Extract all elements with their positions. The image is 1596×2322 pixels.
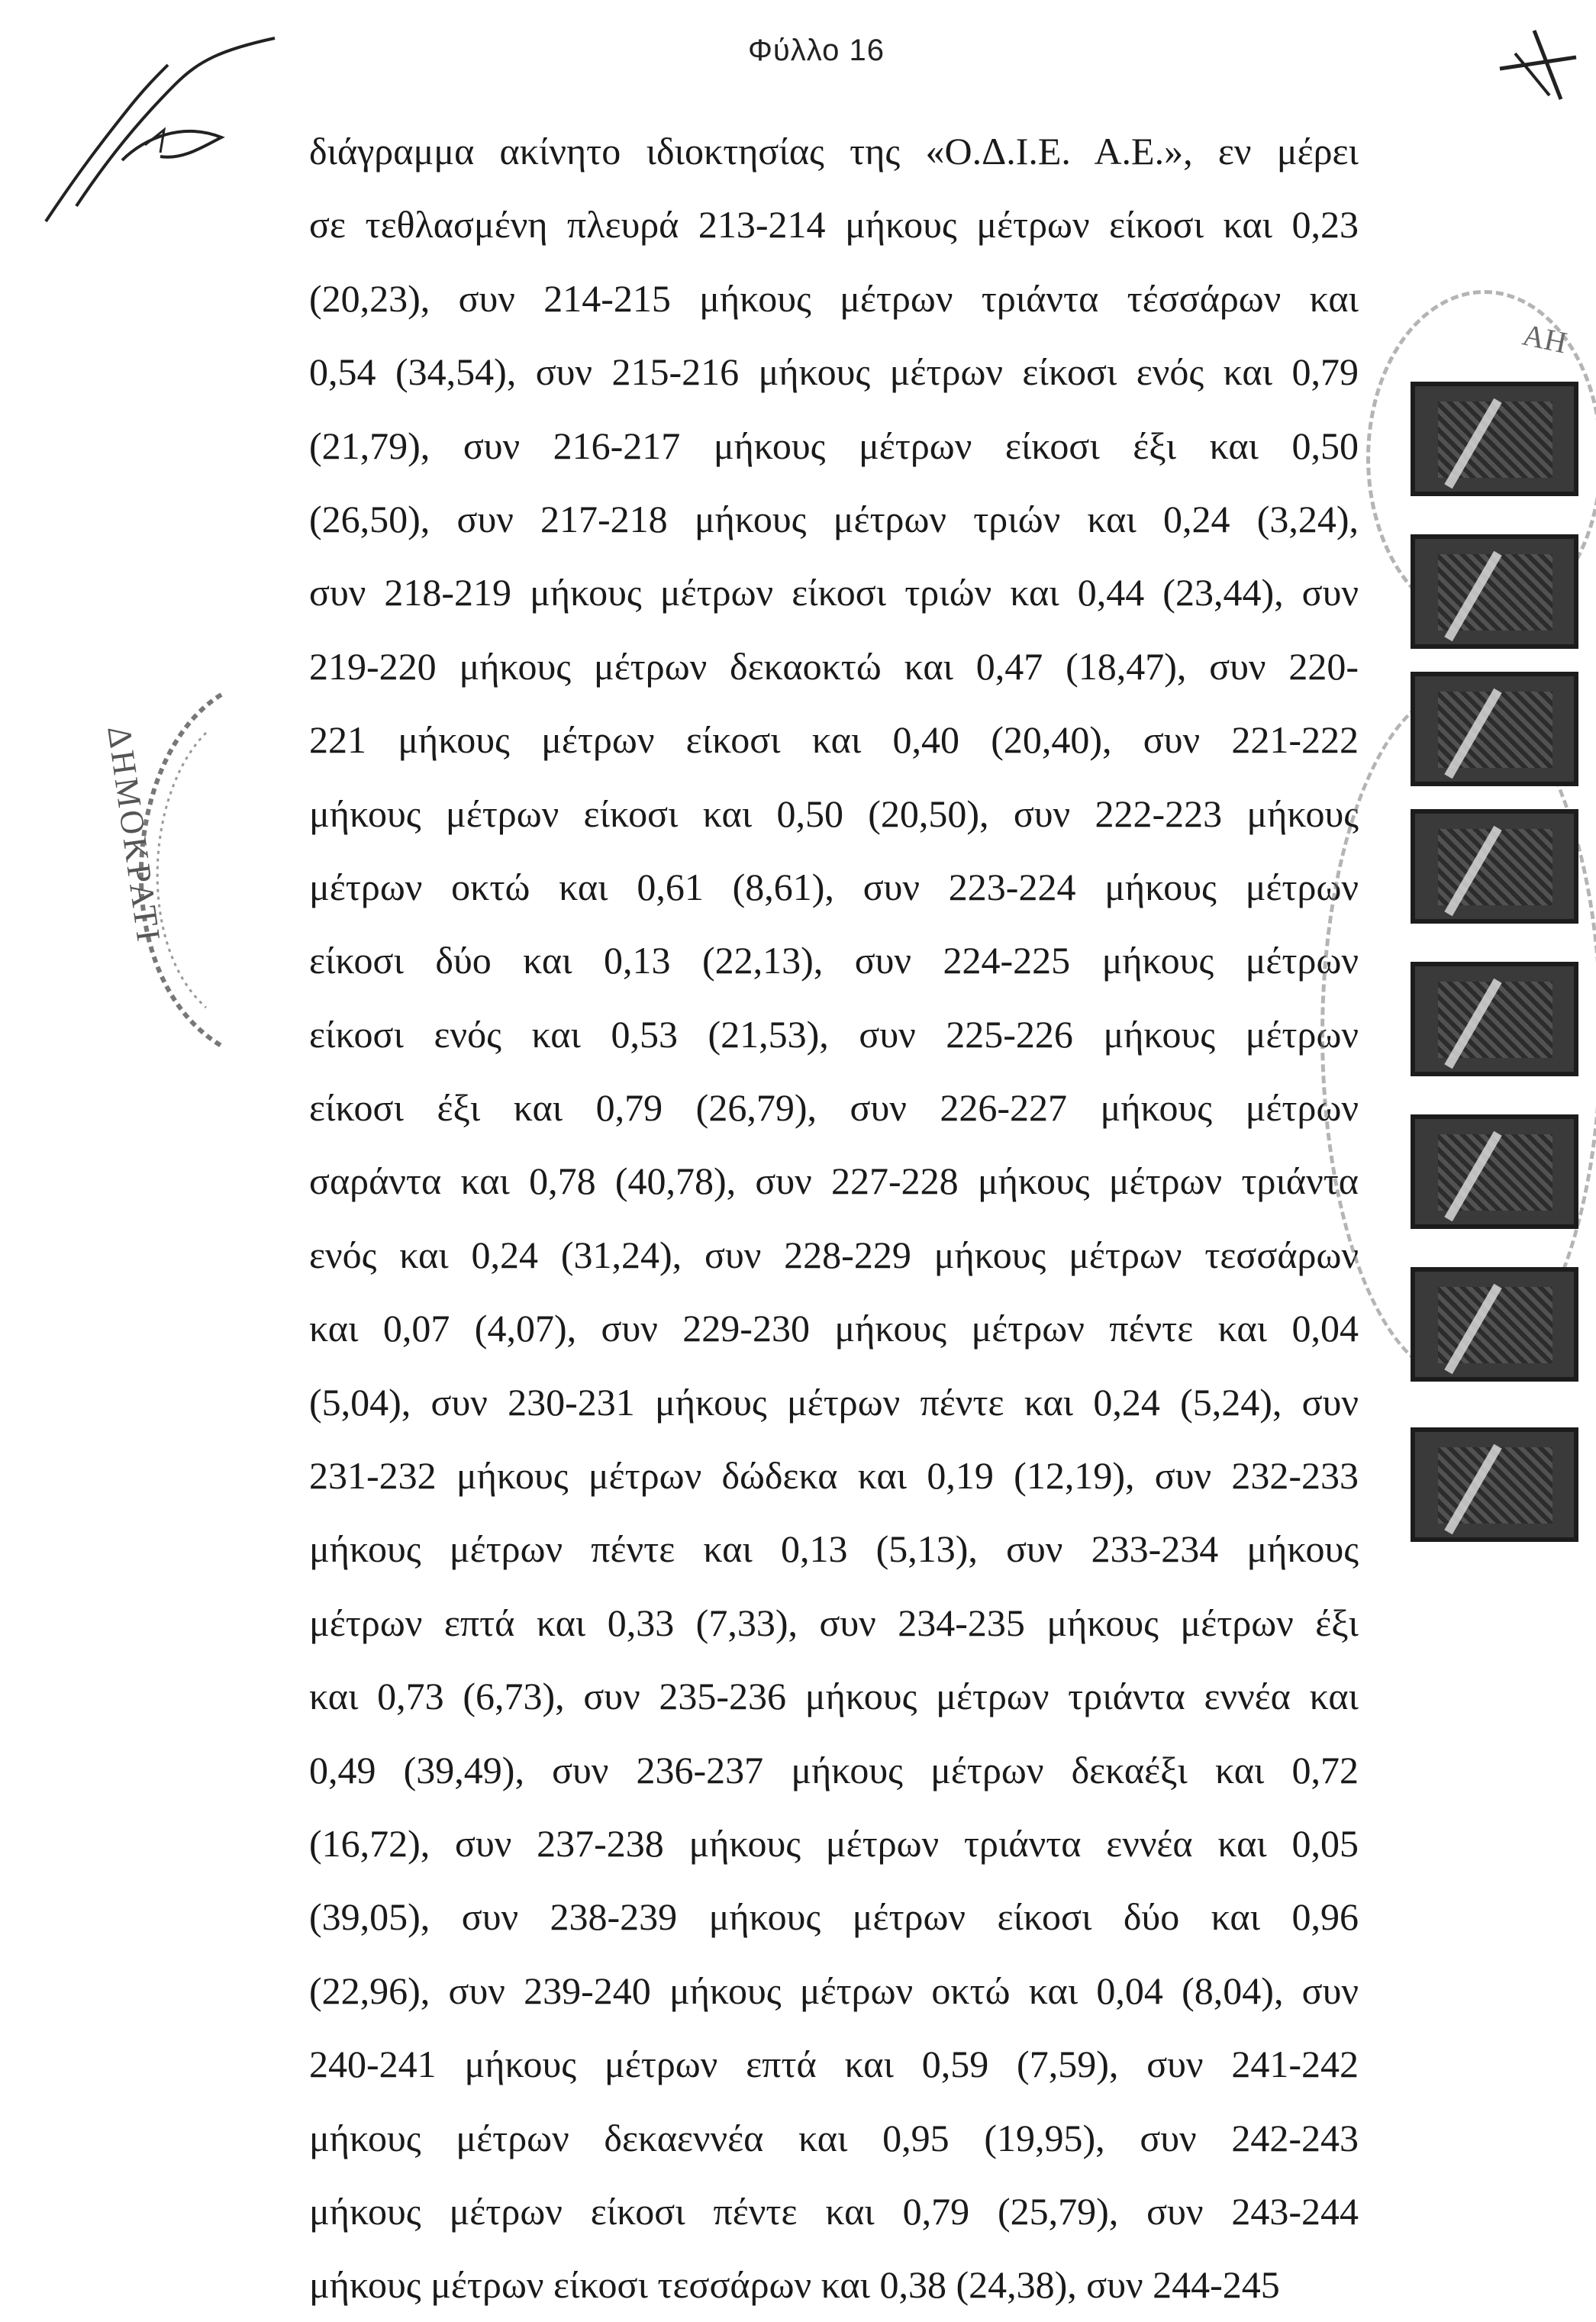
revenue-stamp-icon bbox=[1411, 382, 1578, 496]
signature-scribble bbox=[31, 31, 282, 229]
text-line: 221 μήκους μέτρων είκοσι και 0,40 (20,40), συν 221-222 bbox=[309, 718, 1359, 762]
text-line: είκοσι δύο και 0,13 (22,13), συν 224-225 μήκους μέτρων bbox=[309, 939, 1359, 982]
seal-right-text: ΑΗ bbox=[1519, 317, 1570, 360]
revenue-stamp-icon bbox=[1411, 962, 1578, 1076]
text-line: ενός και 0,24 (31,24), συν 228-229 μήκους μέτρων τεσσάρων bbox=[309, 1233, 1359, 1276]
text-line: μήκους μέτρων είκοσι και 0,50 (20,50), συν 222-223 μήκους bbox=[309, 792, 1359, 835]
sheet-number-label: Φύλλο 16 bbox=[748, 34, 885, 67]
revenue-stamp-icon bbox=[1411, 1114, 1578, 1229]
text-line: διάγραμμα ακίνητο ιδιοκτησίας της «Ο.Δ.Ι.Ε. Α.Ε.», εν μέρει bbox=[309, 130, 1359, 173]
revenue-stamps-strip bbox=[1397, 382, 1588, 1794]
text-line: (5,04), συν 230-231 μήκους μέτρων πέντε και 0,24 (5,24), συν bbox=[309, 1380, 1359, 1424]
text-line: 219-220 μήκους μέτρων δεκαοκτώ και 0,47 (18,47), συν 220- bbox=[309, 644, 1359, 688]
text-line: και 0,73 (6,73), συν 235-236 μήκους μέτρων τριάντα εννέα και bbox=[309, 1675, 1359, 1718]
revenue-stamp-icon bbox=[1411, 672, 1578, 786]
text-line: (20,23), συν 214-215 μήκους μέτρων τριάντα τέσσάρων και bbox=[309, 276, 1359, 320]
text-line: μήκους μέτρων πέντε και 0,13 (5,13), συν 233-234 μήκους bbox=[309, 1527, 1359, 1571]
revenue-stamp-icon bbox=[1411, 1267, 1578, 1382]
text-line: και 0,07 (4,07), συν 229-230 μήκους μέτρων πέντε και 0,04 bbox=[309, 1307, 1359, 1350]
seal-left-text: ΔΗΜΟΚΡΑΤΙ bbox=[100, 723, 168, 947]
document-body bbox=[309, 114, 1359, 2322]
text-line: (21,79), συν 216-217 μήκους μέτρων είκοσι έξι και 0,50 bbox=[309, 424, 1359, 467]
text-line: σαράντα και 0,78 (40,78), συν 227-228 μήκους μέτρων τριάντα bbox=[309, 1159, 1359, 1203]
margin-checkmark-icon bbox=[1492, 23, 1584, 107]
text-line: 240-241 μήκους μέτρων επτά και 0,59 (7,59), συν 241-242 bbox=[309, 2043, 1359, 2086]
text-line: συν 218-219 μήκους μέτρων είκοσι τριών και 0,44 (23,44), συν bbox=[309, 571, 1359, 614]
text-line: μέτρων οκτώ και 0,61 (8,61), συν 223-224 μήκους μέτρων bbox=[309, 865, 1359, 908]
revenue-stamp-icon bbox=[1411, 534, 1578, 649]
text-line: 231-232 μήκους μέτρων δώδεκα και 0,19 (12,19), συν 232-233 bbox=[309, 1454, 1359, 1498]
text-line: σε τεθλασμένη πλευρά 213-214 μήκους μέτρων είκοσι και 0,23 bbox=[309, 203, 1359, 247]
text-line: (16,72), συν 237-238 μήκους μέτρων τριάντα εννέα και 0,05 bbox=[309, 1821, 1359, 1865]
text-line: 0,49 (39,49), συν 236-237 μήκους μέτρων δεκαέξι και 0,72 bbox=[309, 1748, 1359, 1791]
text-line: είκοσι έξι και 0,79 (26,79), συν 226-227 μήκους μέτρων bbox=[309, 1086, 1359, 1130]
revenue-stamp-icon bbox=[1411, 809, 1578, 924]
text-line: (39,05), συν 238-239 μήκους μέτρων είκοσι δύο και 0,96 bbox=[309, 1895, 1359, 1939]
text-line: (26,50), συν 217-218 μήκους μέτρων τριών και 0,24 (3,24), bbox=[309, 497, 1359, 540]
text-line: μήκους μέτρων είκοσι τεσσάρων και 0,38 (24,38), συν 244-245 bbox=[309, 2263, 1280, 2307]
text-line: μήκους μέτρων είκοσι πέντε και 0,79 (25,79), συν 243-244 bbox=[309, 2189, 1359, 2233]
text-line: μέτρων επτά και 0,33 (7,33), συν 234-235 μήκους μέτρων έξι bbox=[309, 1601, 1359, 1644]
text-line: είκοσι ενός και 0,53 (21,53), συν 225-226 μήκους μέτρων bbox=[309, 1012, 1359, 1056]
text-line: (22,96), συν 239-240 μήκους μέτρων οκτώ και 0,04 (8,04), συν bbox=[309, 1969, 1359, 2012]
text-line: 0,54 (34,54), συν 215-216 μήκους μέτρων είκοσι ενός και 0,79 bbox=[309, 350, 1359, 394]
text-line: μήκους μέτρων δεκαεννέα και 0,95 (19,95), συν 242-243 bbox=[309, 2116, 1359, 2159]
revenue-stamp-icon bbox=[1411, 1427, 1578, 1542]
